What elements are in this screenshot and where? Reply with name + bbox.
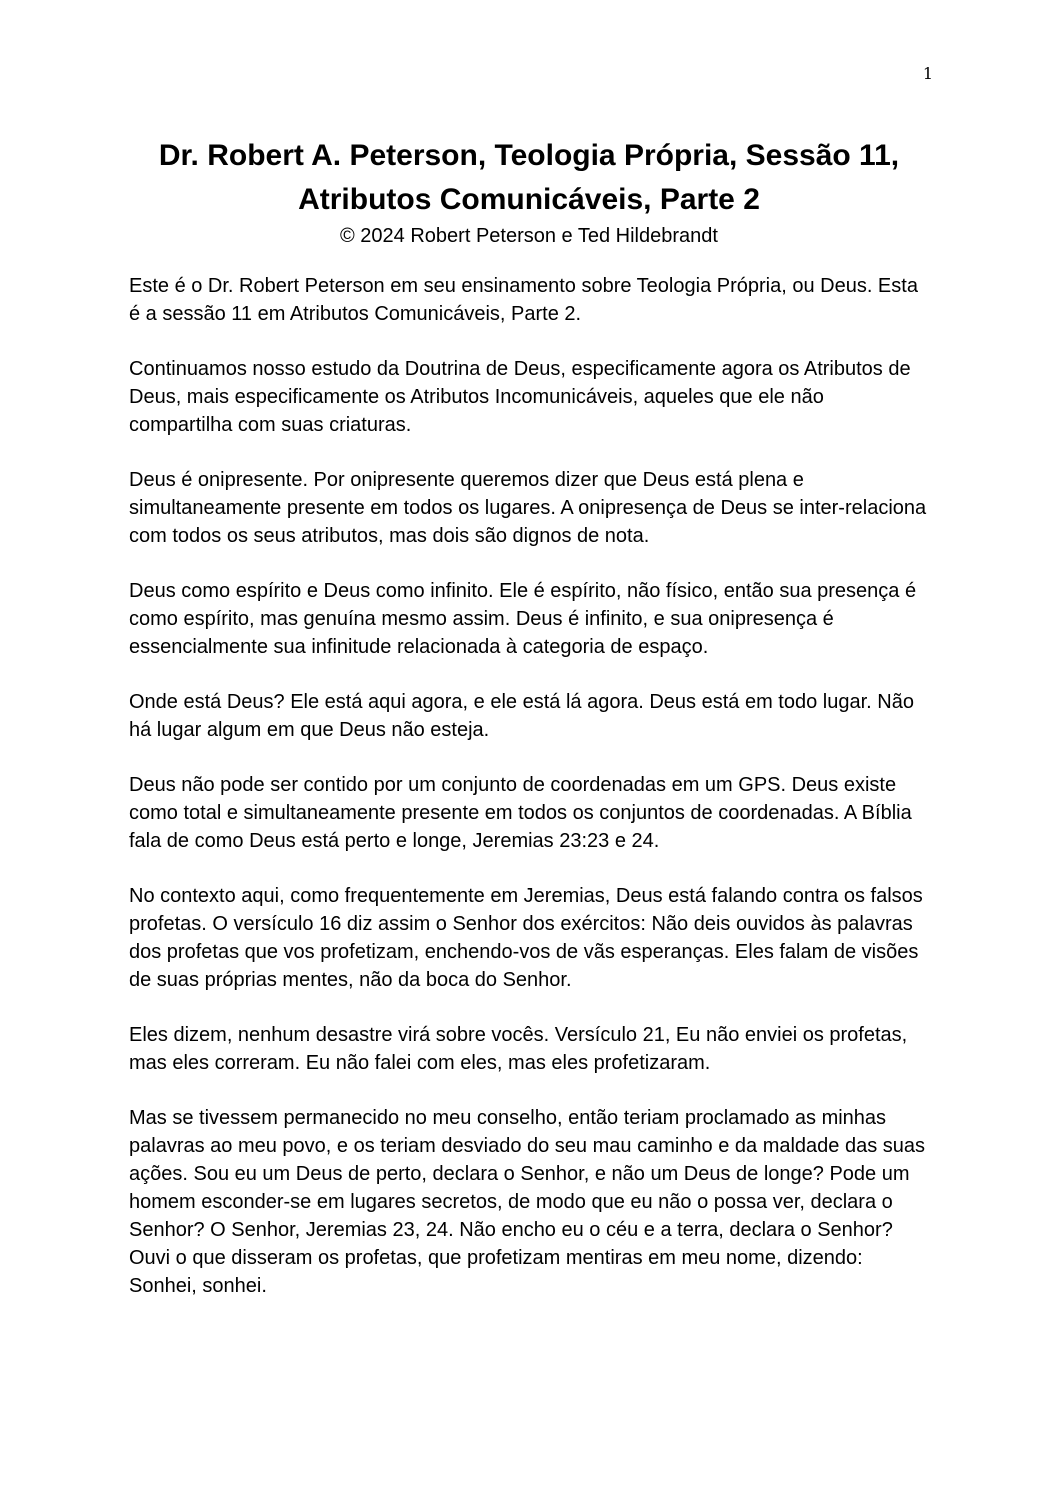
paragraph-9: Mas se tivessem permanecido no meu conselho, então teriam proclamado as minhas palavras ao meu povo, e os teriam desviado do seu mau caminho e da maldade das suas ações. Sou eu um Deus de perto, declara o Senhor, e não um Deus de longe? Pode um homem esconder-se em lugares secretos, de modo que eu não o possa ver, declara o Senhor? O Senhor, Jeremias 23, 24. Não encho eu o céu e a terra, declara o Senhor? Ouvi o que disseram os profetas, que profetizam mentiras em meu nome, dizendo: Sonhei, sonhei. (129, 1107, 926, 1297)
title-line-1: Dr. Robert A. Peterson, Teologia Própria, Sessão 11, (158, 139, 900, 172)
paragraph-3: Deus é onipresente. Por onipresente queremos dizer que Deus está plena e simultaneamente presente em todos os lugares. A onipresença de Deus se inter-relaciona com todos os seus atributos, mas dois são dignos de nota. (129, 469, 927, 547)
paragraph-6: Deus não pode ser contido por um conjunto de coordenadas em um GPS. Deus existe como total e simultaneamente presente em todos os conjuntos de coordenadas. A Bíblia fala de como Deus está perto e longe, Jeremias 23:23 e 24. (129, 774, 912, 852)
title-block (100, 134, 958, 250)
paragraph-2: Continuamos nosso estudo da Doutrina de Deus, especificamente agora os Atributos de Deus, mais especificamente os Atributos Incomunicáveis, aqueles que ele não compartilha com suas criaturas. (129, 358, 911, 436)
paragraph-8: Eles dizem, nenhum desastre virá sobre vocês. Versículo 21, Eu não enviei os profetas, mas eles correram. Eu não falei com eles, mas eles profetizaram. (129, 1024, 908, 1074)
document-title (100, 134, 958, 222)
paragraph-1: Este é o Dr. Robert Peterson em seu ensinamento sobre Teologia Própria, ou Deus. Esta é a sessão 11 em Atributos Comunicáveis, Parte 2. (129, 275, 918, 325)
copyright-notice: © 2024 Robert Peterson e Ted Hildebrandt (340, 225, 718, 247)
paragraph-4: Deus como espírito e Deus como infinito. Ele é espírito, não físico, então sua presença é como espírito, mas genuína mesmo assim. Deus é infinito, e sua onipresença é essencialmente sua infinitude relacionada à categoria de espaço. (129, 580, 917, 658)
paragraph-7: No contexto aqui, como frequentemente em Jeremias, Deus está falando contra os falsos profetas. O versículo 16 diz assim o Senhor dos exércitos: Não deis ouvidos às palavras dos profetas que vos profetizam, enchendo-vos de vãs esperanças. Eles falam de visões de suas próprias mentes, não da boca do Senhor. (129, 885, 923, 991)
page-number: 1 (922, 64, 933, 83)
document-body (129, 272, 929, 1327)
title-line-2: Atributos Comunicáveis, Parte 2 (298, 183, 760, 216)
paragraph-5: Onde está Deus? Ele está aqui agora, e ele está lá agora. Deus está em todo lugar. Não há lugar algum em que Deus não esteja. (129, 691, 914, 741)
